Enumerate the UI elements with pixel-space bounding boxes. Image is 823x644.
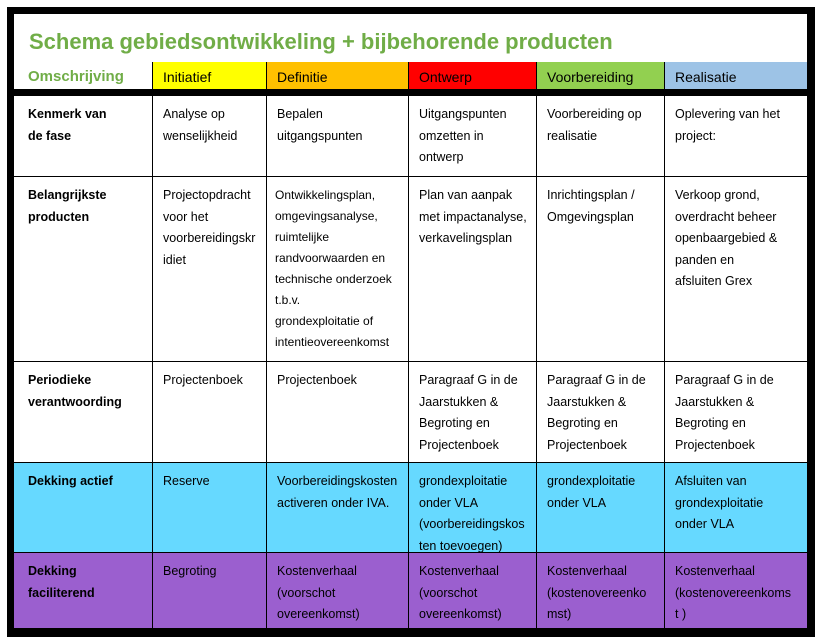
table-cell: Ontwikkelingsplan, omgevingsanalyse, ruimtelijke randvoorwaarden en technische onderzoek t.b.v. grondexploitatie of intentieovereenkomst <box>267 177 409 362</box>
table-cell: Projectopdracht voor het voorbereidingskr idiet <box>153 177 267 362</box>
table-cell: Kostenverhaal (kostenovereenkoms t ) <box>675 564 792 621</box>
table-cell: grondexploitatie onder VLA <box>537 463 665 553</box>
table-cell: Kostenverhaal (voorschot overeenkomst) <box>267 553 409 628</box>
table-cell: Paragraaf G in de Jaarstukken & Begroting en Projectenboek <box>409 362 537 463</box>
table-row <box>14 177 807 362</box>
header-row <box>14 62 807 90</box>
header-omschrijving: Omschrijving <box>14 62 153 90</box>
table-cell: Verkoop grond, overdracht beheer openbaargebied & panden en afsluiten Grex <box>665 177 807 362</box>
page-title: Schema gebiedsontwikkeling + bijbehorende producten <box>14 14 807 62</box>
row-label: Belangrijkste producten <box>14 177 153 362</box>
table-cell: grondexploitatie onder VLA (voorbereidingskos ten toevoegen) <box>409 463 537 553</box>
table-cell: Projectenboek <box>267 362 409 463</box>
table-cell: Afsluiten van grondexploitatie onder VLA <box>665 463 807 553</box>
row-label: Dekking faciliterend <box>14 553 153 628</box>
table-row <box>14 362 807 463</box>
table-cell: Plan van aanpak met impactanalyse, verkavelingsplan <box>409 177 537 362</box>
header-voorbereiding: Voorbereiding <box>537 62 665 90</box>
header-ontwerp: Ontwerp <box>409 62 537 90</box>
header-definitie: Definitie <box>267 62 409 90</box>
header-realisatie: Realisatie <box>665 62 807 90</box>
row-label: Dekking actief <box>14 463 153 553</box>
table-cell: Kostenverhaal (voorschot overeenkomst) <box>409 553 537 628</box>
table-cell: Bepalen uitgangspunten <box>267 96 409 177</box>
row-label: Periodieke verantwoording <box>14 362 153 463</box>
table-cell: Paragraaf G in de Jaarstukken & Begroting en Projectenboek <box>665 362 807 463</box>
table-cell: Kostenverhaal (kostenovereenko mst) <box>537 553 665 628</box>
table-row <box>14 96 807 177</box>
table-cell: Voorbereiding op realisatie <box>537 96 665 177</box>
table-cell: Begroting <box>153 553 267 628</box>
table-cell: Uitgangspunten omzetten in ontwerp <box>409 96 537 177</box>
table-cell: Analyse op wenselijkheid <box>153 96 267 177</box>
table-cell: Reserve <box>153 463 267 553</box>
row-label: Kenmerk van de fase <box>14 96 153 177</box>
table-cell: Paragraaf G in de Jaarstukken & Begroting en Projectenboek <box>537 362 665 463</box>
table-cell: Projectenboek <box>153 362 267 463</box>
table-row <box>14 553 807 628</box>
schema-table <box>14 14 807 628</box>
table-cell: Voorbereidingskosten activeren onder IVA. <box>267 463 409 553</box>
table-cell: Inrichtingsplan / Omgevingsplan <box>537 177 665 362</box>
table-row <box>14 463 807 553</box>
header-initiatief: Initiatief <box>153 62 267 90</box>
table-cell: Oplevering van het project: <box>665 96 807 177</box>
